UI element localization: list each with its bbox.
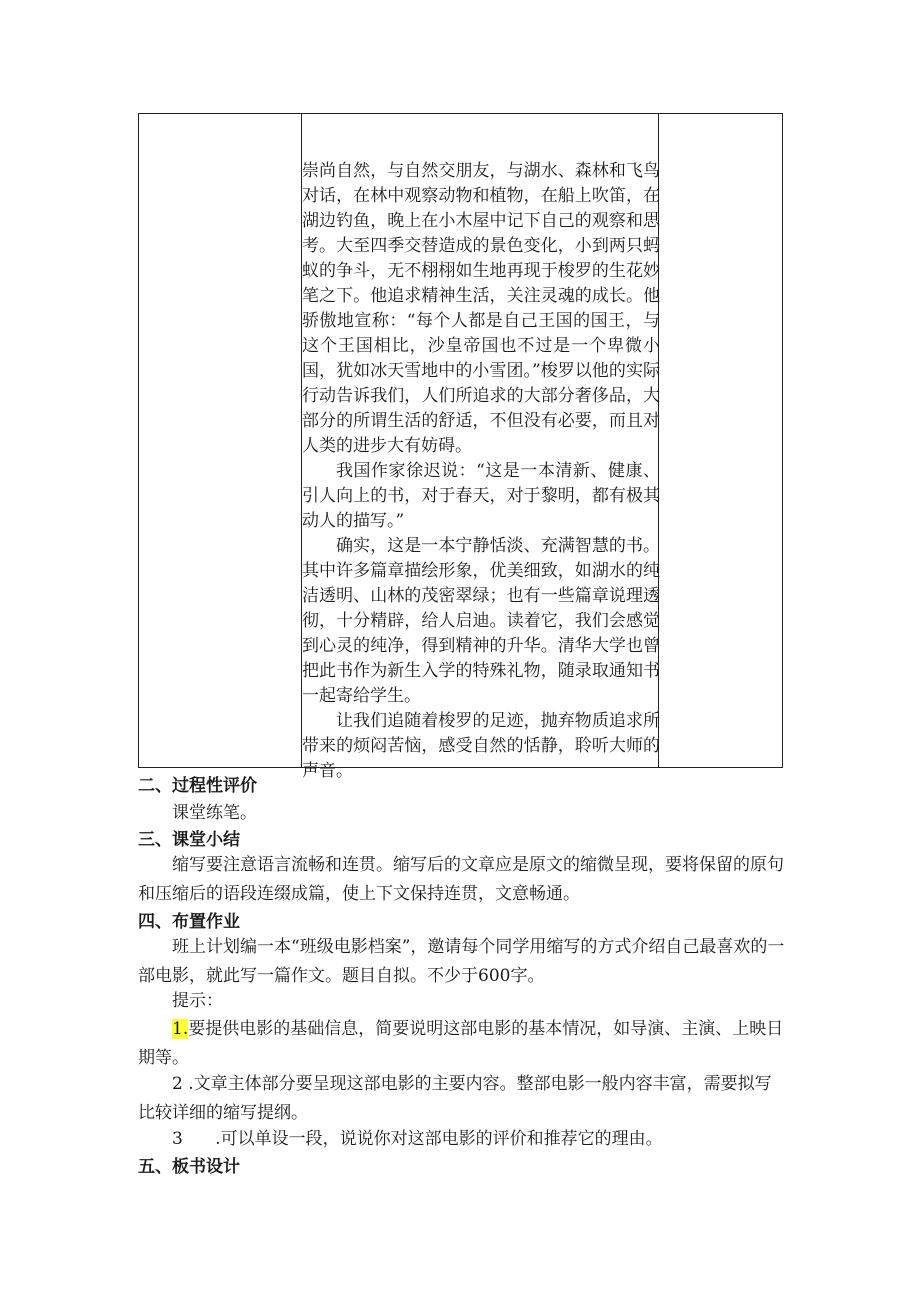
tip-label: 提示： <box>172 991 223 1011</box>
tip-text: .文章主体部分要呈现这部电影的主要内容。整部电影一般内容丰富，需要拟写比较详细的缩写提纲。 <box>138 1074 772 1123</box>
section-heading-summary: 三、课堂小结 <box>138 830 240 850</box>
section-heading-process-evaluation: 二、过程性评价 <box>138 776 257 796</box>
process-evaluation-text: 课堂练笔。 <box>172 803 257 823</box>
tip-item-2 <box>138 1070 788 1128</box>
section-heading-board-design: 五、板书设计 <box>138 1157 240 1177</box>
tip-number: 3 <box>172 1129 183 1149</box>
tip-text: 要提供电影的基础信息，简要说明这部电影的基本情况，如导演、主演、上映日期等。 <box>138 1019 784 1068</box>
tip-item-1 <box>138 1015 788 1073</box>
homework-text: 班上计划编一本“班级电影档案”，邀请每个同学用缩写的方式介绍自己最喜欢的一部电影，就此写一篇作文。题目自拟。不少于600字。 <box>138 937 785 986</box>
table-content-cell <box>302 159 660 784</box>
summary-text: 缩写要注意语言流畅和连贯。缩写后的文章应是原文的缩微呈现，要将保留的原句和压缩后的语段连缀成篇，使上下文保持连贯，文意畅通。 <box>138 855 784 904</box>
tip-number-highlight: 1. <box>172 1019 189 1039</box>
table-paragraph: 崇尚自然，与自然交朋友，与湖水、森林和飞鸟对话，在林中观察动物和植物，在船上吹笛，在湖边钓鱼，晚上在小木屋中记下自己的观察和思考。大至四季交替造成的景色变化，小到两只蚂蚁的争斗，无不栩栩如生地再现于梭罗的生花妙笔之下。他追求精神生活，关注灵魂的成长。他骄傲地宣称：“每个人都是自己王国的国王，与这个王国相比，沙皇帝国也不过是一个卑微小国，犹如冰天雪地中的小雪团。”梭罗以他的实际行动告诉我们，人们所追求的大部分奢侈品，大部分的所谓生活的舒适，不但没有必要，而且对人类的进步大有妨碍。 <box>302 161 660 456</box>
table-paragraph: 我国作家徐迟说：“这是一本清新、健康、引人向上的书，对于春天，对于黎明，都有极其动人的描写。” <box>302 461 660 531</box>
tip-number: 2 <box>172 1074 183 1094</box>
section-heading-homework: 四、布置作业 <box>138 912 240 932</box>
tip-text: .可以单设一段，说说你对这部电影的评价和推荐它的理由。 <box>215 1129 663 1149</box>
lesson-table <box>138 113 783 781</box>
table-paragraph: 确实，这是一本宁静恬淡、充满智慧的书。其中许多篇章描绘形象，优美细致，如湖水的纯洁透明、山林的茂密翠绿；也有一些篇章说理透彻，十分精辟，给人启迪。读着它，我们会感觉到心灵的纯净，得到精神的升华。清华大学也曾把此书作为新生入学的特殊礼物，随录取通知书一起寄给学生。 <box>302 536 660 706</box>
table-paragraph: 让我们追随着梭罗的足迹，抛弃物质追求所带来的烦闷苦恼，感受自然的恬静，聆听大师的声音。 <box>302 711 660 781</box>
tip-item-3 <box>138 1125 788 1154</box>
